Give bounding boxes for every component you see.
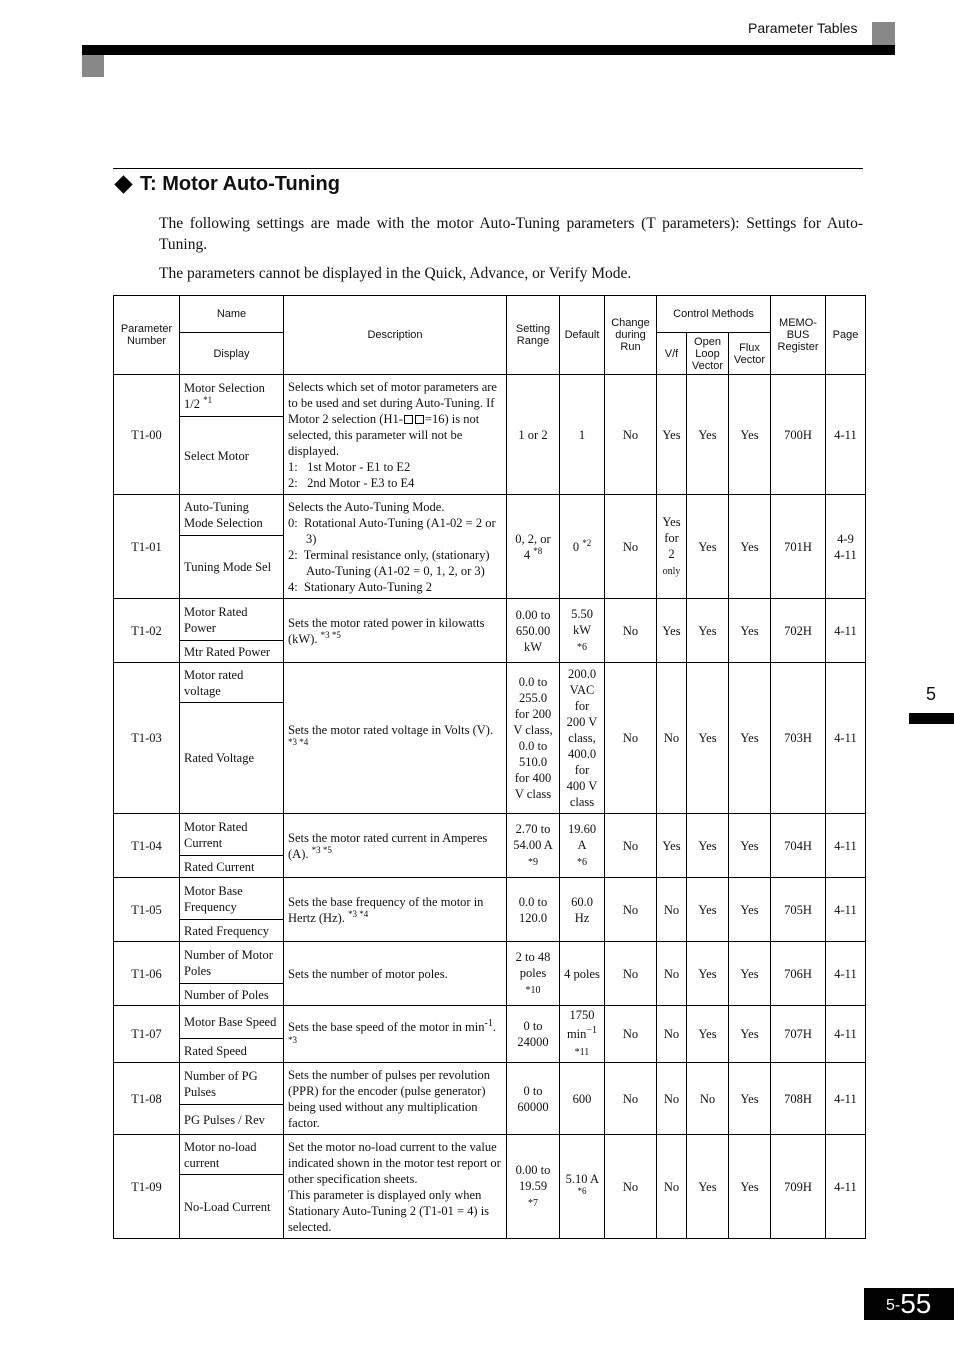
memobus-register: 708H bbox=[771, 1063, 826, 1135]
olv-support: Yes bbox=[687, 663, 729, 814]
setting-range-line: 0 to bbox=[523, 1083, 543, 1098]
desc-text: Sets the motor rated current in Amperes (A). bbox=[288, 830, 488, 861]
default-value bbox=[560, 375, 605, 495]
desc-text: Sets the motor rated power in kilowatts (kW). bbox=[288, 615, 485, 646]
param-number: T1-02 bbox=[114, 599, 180, 663]
setting-range bbox=[507, 495, 560, 599]
vf-support bbox=[657, 1063, 687, 1135]
param-description bbox=[284, 814, 507, 878]
param-description bbox=[284, 495, 507, 599]
table-row bbox=[114, 942, 866, 984]
param-number: T1-08 bbox=[114, 1063, 180, 1135]
vf-text: Yes bbox=[662, 838, 681, 853]
footnote-ref: *3 *4 bbox=[288, 736, 309, 747]
setting-range bbox=[507, 663, 560, 814]
display-name: No-Load Current bbox=[180, 1175, 284, 1239]
param-number: T1-07 bbox=[114, 1006, 180, 1063]
desc-text: Sets the motor rated voltage in Volts (V). bbox=[288, 723, 494, 737]
vf-support bbox=[657, 599, 687, 663]
olv-support: Yes bbox=[687, 495, 729, 599]
olv-support: No bbox=[687, 1063, 729, 1135]
default-value bbox=[560, 663, 605, 814]
page-ref-text: 4-11 bbox=[834, 731, 857, 745]
vf-support bbox=[657, 375, 687, 495]
vf-support bbox=[657, 1006, 687, 1063]
page-number bbox=[864, 1288, 954, 1320]
default-line: 400.0 bbox=[567, 747, 597, 761]
default-text: 0 bbox=[572, 539, 580, 554]
default-value bbox=[560, 1006, 605, 1063]
page-ref-text: 4-11 bbox=[834, 902, 857, 917]
default-text: 4 poles bbox=[564, 966, 600, 981]
footnote-ref: *6 bbox=[577, 1185, 587, 1196]
param-number: T1-00 bbox=[114, 375, 180, 495]
param-number: T1-01 bbox=[114, 495, 180, 599]
display-name: Rated Voltage bbox=[180, 703, 284, 814]
setting-range-line: 0.0 to bbox=[518, 894, 548, 909]
table-row bbox=[114, 814, 866, 856]
default-line: class bbox=[569, 795, 595, 809]
change-during-run: No bbox=[605, 814, 657, 878]
setting-range-line: 120.0 bbox=[518, 910, 548, 925]
default-line: 60.0 bbox=[571, 894, 593, 909]
default-value bbox=[560, 1063, 605, 1135]
col-param-number: Parameter Number bbox=[114, 296, 180, 375]
desc-text: Sets the number of pulses per revolution (PPR) for the encoder (pulse generator) being used without any multiplication factor. bbox=[288, 1067, 491, 1130]
page-ref-text: 4-11 bbox=[834, 1091, 857, 1106]
placeholder-box-icon bbox=[415, 415, 424, 424]
display-name: Select Motor bbox=[180, 417, 284, 495]
flux-support: Yes bbox=[729, 1063, 771, 1135]
param-description bbox=[284, 942, 507, 1006]
default-line: 200 V bbox=[566, 715, 598, 729]
vf-text: No bbox=[663, 966, 680, 981]
change-during-run: No bbox=[605, 1063, 657, 1135]
parameter-table bbox=[113, 295, 866, 1239]
olv-support: Yes bbox=[687, 814, 729, 878]
olv-support: Yes bbox=[687, 1006, 729, 1063]
page-ref-text: 4-11 bbox=[834, 1179, 857, 1194]
footnote-ref: *3 *4 bbox=[348, 908, 369, 919]
page-ref-text: 4-11 bbox=[834, 427, 857, 442]
default-value bbox=[560, 814, 605, 878]
col-flux: Flux Vector bbox=[729, 333, 771, 375]
param-name-text: Motor Base Speed bbox=[184, 1015, 277, 1029]
param-name-text: Motor Selection 1/2 bbox=[184, 380, 265, 411]
flux-support: Yes bbox=[729, 878, 771, 942]
default-line: 400 V bbox=[566, 779, 598, 793]
setting-range bbox=[507, 1006, 560, 1063]
param-name-text: Motor Rated Power bbox=[184, 604, 248, 635]
vf-line: only bbox=[662, 565, 681, 577]
param-name-text: Motor no-load current bbox=[184, 1139, 257, 1170]
page-ref bbox=[826, 814, 866, 878]
page-ref-text: 4-11 bbox=[834, 1027, 857, 1041]
default-value bbox=[560, 495, 605, 599]
page-ref-line: 4-9 bbox=[837, 531, 854, 546]
param-number: T1-09 bbox=[114, 1135, 180, 1239]
col-description: Description bbox=[284, 296, 507, 375]
page-ref bbox=[826, 495, 866, 599]
setting-range bbox=[507, 1135, 560, 1239]
olv-support: Yes bbox=[687, 599, 729, 663]
param-name-text: Motor rated voltage bbox=[184, 667, 244, 698]
default-line: 200.0 bbox=[567, 667, 597, 681]
page-ref-text: 4-11 bbox=[834, 623, 857, 638]
setting-range-line: 510.0 bbox=[518, 755, 548, 769]
param-number: T1-03 bbox=[114, 663, 180, 814]
flux-support: Yes bbox=[729, 599, 771, 663]
param-description: Sets the base speed of the motor in $\min^{-1}$. $^{*3}$ bbox=[284, 1006, 507, 1063]
setting-range bbox=[507, 1063, 560, 1135]
desc-text: Selects the Auto-Tuning Mode. bbox=[288, 499, 445, 514]
vf-text: Yes bbox=[662, 427, 681, 442]
desc-list-item: 0: Rotational Auto-Tuning (A1-02 = 2 or 3) bbox=[288, 515, 496, 546]
default-line: for bbox=[574, 763, 590, 777]
section-title-text: T: Motor Auto-Tuning bbox=[140, 173, 340, 195]
setting-range-line: 650.00 bbox=[515, 623, 551, 638]
setting-range-line: 54.00 A bbox=[513, 837, 553, 852]
footnote-ref: *3 bbox=[288, 1034, 297, 1045]
table-row bbox=[114, 375, 866, 417]
default-text: 5.10 A bbox=[565, 1171, 599, 1186]
page-ref bbox=[826, 599, 866, 663]
param-description bbox=[284, 1063, 507, 1135]
setting-range bbox=[507, 878, 560, 942]
mode-note-paragraph: The parameters cannot be displayed in the Quick, Advance, or Verify Mode. bbox=[159, 265, 632, 282]
default-value bbox=[560, 1135, 605, 1239]
chapter-number: 5 bbox=[926, 684, 937, 704]
display-name: Rated Frequency bbox=[180, 920, 284, 942]
footnote-ref: *6 bbox=[577, 856, 587, 868]
vf-text: No bbox=[663, 902, 680, 917]
default-line: for bbox=[574, 699, 590, 713]
default-value bbox=[560, 942, 605, 1006]
flux-support: Yes bbox=[729, 942, 771, 1006]
setting-range-line: 0.0 to bbox=[518, 739, 548, 753]
display-name: Tuning Mode Sel bbox=[180, 536, 284, 599]
default-line: A bbox=[577, 837, 587, 852]
flux-support: Yes bbox=[729, 814, 771, 878]
param-number: T1-04 bbox=[114, 814, 180, 878]
footnote-ref: *10 bbox=[525, 984, 541, 996]
flux-support: Yes bbox=[729, 495, 771, 599]
param-name bbox=[180, 599, 284, 641]
default-text: 600 bbox=[572, 1091, 592, 1106]
header-rule bbox=[82, 45, 895, 55]
display-name: Rated Speed bbox=[180, 1039, 284, 1063]
footnote-ref: *1 bbox=[203, 394, 213, 405]
setting-range-line: 24000 bbox=[517, 1035, 549, 1049]
header-marker bbox=[872, 22, 895, 45]
col-vf: V/f bbox=[657, 333, 687, 375]
flux-support: Yes bbox=[729, 663, 771, 814]
desc-list-item: 4: Stationary Auto-Tuning 2 bbox=[288, 579, 432, 594]
footnote-ref: *3 *5 bbox=[311, 844, 332, 855]
setting-range-line: 60000 bbox=[517, 1099, 549, 1114]
setting-range-line: kW bbox=[523, 639, 543, 654]
page-ref bbox=[826, 942, 866, 1006]
param-name-text: Auto-Tuning Mode Selection bbox=[184, 500, 263, 530]
param-name bbox=[180, 1006, 284, 1039]
desc-text: Sets the base speed of the motor in min bbox=[288, 1020, 485, 1035]
change-during-run: No bbox=[605, 495, 657, 599]
table-row bbox=[114, 495, 866, 536]
desc-list-item: 2: Terminal resistance only, (stationary) Auto-Tuning (A1-02 = 0, 1, 2, or 3) bbox=[288, 547, 490, 578]
flux-support: Yes bbox=[729, 1006, 771, 1063]
vf-line: for bbox=[664, 530, 679, 545]
placeholder-box-icon bbox=[404, 415, 413, 424]
intro-paragraph: The following settings are made with the motor Auto-Tuning parameters (T parameters): Settings for Auto-Tuning. bbox=[159, 215, 863, 253]
setting-range-line: 0.00 to bbox=[515, 1162, 551, 1177]
setting-range bbox=[507, 942, 560, 1006]
param-name bbox=[180, 663, 284, 703]
page-ref bbox=[826, 663, 866, 814]
default-line: 19.60 bbox=[567, 821, 597, 836]
param-name bbox=[180, 375, 284, 417]
memobus-register: 700H bbox=[771, 375, 826, 495]
col-change-during-run: Change during Run bbox=[605, 296, 657, 375]
table-row bbox=[114, 1135, 866, 1175]
param-name bbox=[180, 878, 284, 920]
vf-text: No bbox=[663, 1091, 680, 1106]
header-marker-left bbox=[82, 55, 104, 77]
change-during-run: No bbox=[605, 1135, 657, 1239]
setting-range-line: poles bbox=[519, 965, 547, 980]
setting-range bbox=[507, 599, 560, 663]
table-row bbox=[114, 878, 866, 920]
memobus-register: 705H bbox=[771, 878, 826, 942]
table-row bbox=[114, 1063, 866, 1105]
default-line: 1750 bbox=[569, 1008, 595, 1023]
memobus-register: 706H bbox=[771, 942, 826, 1006]
col-page: Page bbox=[826, 296, 866, 375]
display-name: PG Pulses / Rev bbox=[180, 1105, 284, 1135]
vf-support bbox=[657, 878, 687, 942]
footnote-ref: *7 bbox=[528, 1197, 538, 1209]
param-number: T1-05 bbox=[114, 878, 180, 942]
param-name bbox=[180, 1063, 284, 1105]
page-num: 55 bbox=[900, 1288, 932, 1319]
setting-range-line: for 200 bbox=[514, 707, 552, 721]
param-name bbox=[180, 814, 284, 856]
default-line: Hz bbox=[574, 910, 590, 925]
desc-superscript: -1 bbox=[484, 1018, 493, 1030]
vf-text: Yes bbox=[662, 623, 681, 638]
setting-range-text: 0, 2, or 4 bbox=[515, 531, 551, 562]
flux-support: Yes bbox=[729, 375, 771, 495]
vf-support bbox=[657, 1135, 687, 1239]
vf-support bbox=[657, 495, 687, 599]
param-number: T1-06 bbox=[114, 942, 180, 1006]
flux-support: Yes bbox=[729, 1135, 771, 1239]
desc-text: Sets the base frequency of the motor in Hertz (Hz). bbox=[288, 894, 484, 925]
page-ref-text: 4-11 bbox=[834, 966, 857, 981]
memobus-register: 702H bbox=[771, 599, 826, 663]
default-value bbox=[560, 599, 605, 663]
param-description bbox=[284, 878, 507, 942]
olv-support: Yes bbox=[687, 878, 729, 942]
setting-range-line: 0 to bbox=[523, 1019, 543, 1033]
param-name bbox=[180, 495, 284, 536]
desc-text-2: This parameter is displayed only when Stationary Auto-Tuning 2 (T1-01 = 4) is selected. bbox=[288, 1187, 490, 1234]
chapter-tab bbox=[909, 713, 954, 724]
default-line: VAC bbox=[569, 683, 595, 697]
col-olv: Open Loop Vector bbox=[687, 333, 729, 375]
setting-range-line: 2 to 48 bbox=[515, 949, 551, 964]
vf-line: Yes bbox=[662, 514, 681, 529]
param-name-text: Motor Base Frequency bbox=[184, 883, 243, 914]
vf-support bbox=[657, 814, 687, 878]
setting-range-line: for 400 bbox=[514, 771, 552, 785]
desc-list-item: 1: 1st Motor - E1 to E2 bbox=[288, 459, 411, 474]
olv-support: Yes bbox=[687, 942, 729, 1006]
default-line: 5.50 bbox=[571, 606, 593, 621]
param-description bbox=[284, 663, 507, 814]
memobus-register: 703H bbox=[771, 663, 826, 814]
setting-range-line: V class, bbox=[513, 723, 553, 737]
setting-range-line: 0.00 to bbox=[515, 607, 551, 622]
default-value bbox=[560, 878, 605, 942]
memobus-register: 707H bbox=[771, 1006, 826, 1063]
page-ref bbox=[826, 878, 866, 942]
param-name bbox=[180, 942, 284, 984]
footnote-ref: *3 *5 bbox=[320, 629, 341, 640]
col-setting-range: Setting Range bbox=[507, 296, 560, 375]
setting-range bbox=[507, 375, 560, 495]
param-description bbox=[284, 1135, 507, 1239]
diamond-bullet-icon bbox=[114, 175, 132, 193]
display-name: Rated Current bbox=[180, 856, 284, 878]
footnote-ref: *8 bbox=[533, 545, 543, 556]
page-ref bbox=[826, 375, 866, 495]
default-line: kW bbox=[572, 622, 592, 637]
param-name-text: Motor Rated Current bbox=[184, 819, 248, 850]
footnote-ref: *2 bbox=[582, 537, 592, 548]
default-line: min bbox=[566, 1027, 587, 1042]
table-row bbox=[114, 1006, 866, 1039]
change-during-run: No bbox=[605, 375, 657, 495]
page-ref bbox=[826, 1006, 866, 1063]
vf-support bbox=[657, 663, 687, 814]
section-title bbox=[113, 173, 340, 196]
display-name: Number of Poles bbox=[180, 984, 284, 1006]
param-description bbox=[284, 599, 507, 663]
setting-range-line: V class bbox=[514, 787, 552, 801]
desc-text: Selects which set of motor parameters are to be used and set during Auto-Tuning. If Motor 2 selection (H1- bbox=[288, 379, 497, 426]
param-name-text: Number of PG Pulses bbox=[184, 1068, 258, 1099]
page-ref bbox=[826, 1135, 866, 1239]
page-ref-line: 4-11 bbox=[834, 547, 857, 562]
vf-line: 2 bbox=[668, 546, 675, 561]
setting-range-line: 19.59 bbox=[518, 1178, 548, 1193]
page-ref bbox=[826, 1063, 866, 1135]
change-during-run: No bbox=[605, 878, 657, 942]
setting-range-text: 1 or 2 bbox=[518, 427, 548, 442]
memobus-register: 701H bbox=[771, 495, 826, 599]
col-name: Name bbox=[180, 296, 284, 333]
vf-text: No bbox=[663, 1027, 680, 1041]
col-default: Default bbox=[560, 296, 605, 375]
desc-text: Sets the number of motor poles. bbox=[288, 966, 448, 981]
table-row bbox=[114, 663, 866, 703]
setting-range-line: 2.70 to bbox=[515, 821, 551, 836]
default-text: 1 bbox=[578, 427, 586, 442]
change-during-run: No bbox=[605, 663, 657, 814]
table-row bbox=[114, 599, 866, 641]
memobus-register: 709H bbox=[771, 1135, 826, 1239]
footnote-ref: *6 bbox=[577, 641, 587, 653]
page-prefix: 5- bbox=[886, 1297, 901, 1314]
olv-support: Yes bbox=[687, 375, 729, 495]
param-description bbox=[284, 375, 507, 495]
default-line: class, bbox=[568, 731, 596, 745]
running-header: Parameter Tables bbox=[748, 20, 858, 36]
desc-text: Set the motor no-load current to the value indicated shown in the motor test report or other specification sheets. bbox=[288, 1139, 501, 1186]
vf-support bbox=[657, 942, 687, 1006]
vf-text: No bbox=[663, 1179, 680, 1194]
change-during-run: No bbox=[605, 942, 657, 1006]
olv-support: Yes bbox=[687, 1135, 729, 1239]
page-ref-text: 4-11 bbox=[834, 838, 857, 853]
col-memobus: MEMO-BUS Register bbox=[771, 296, 826, 375]
change-during-run: No bbox=[605, 1006, 657, 1063]
col-control-methods: Control Methods bbox=[657, 296, 771, 333]
section-rule bbox=[113, 168, 863, 169]
change-during-run: No bbox=[605, 599, 657, 663]
col-display: Display bbox=[180, 333, 284, 375]
setting-range-line: 255.0 bbox=[518, 691, 548, 705]
param-name bbox=[180, 1135, 284, 1175]
param-name-text: Number of Motor Poles bbox=[184, 947, 273, 978]
footnote-ref: *9 bbox=[528, 856, 538, 868]
desc-text: =16) is not selected, this parameter will not be displayed. bbox=[288, 411, 480, 458]
memobus-register: 704H bbox=[771, 814, 826, 878]
display-name: Mtr Rated Power bbox=[180, 641, 284, 663]
desc-list-item: 2: 2nd Motor - E3 to E4 bbox=[288, 475, 415, 490]
default-superscript: −1 bbox=[586, 1025, 598, 1037]
footnote-ref: *11 bbox=[574, 1046, 590, 1058]
setting-range-line: 0.0 to bbox=[518, 675, 548, 689]
setting-range bbox=[507, 814, 560, 878]
vf-text: No bbox=[663, 731, 680, 745]
